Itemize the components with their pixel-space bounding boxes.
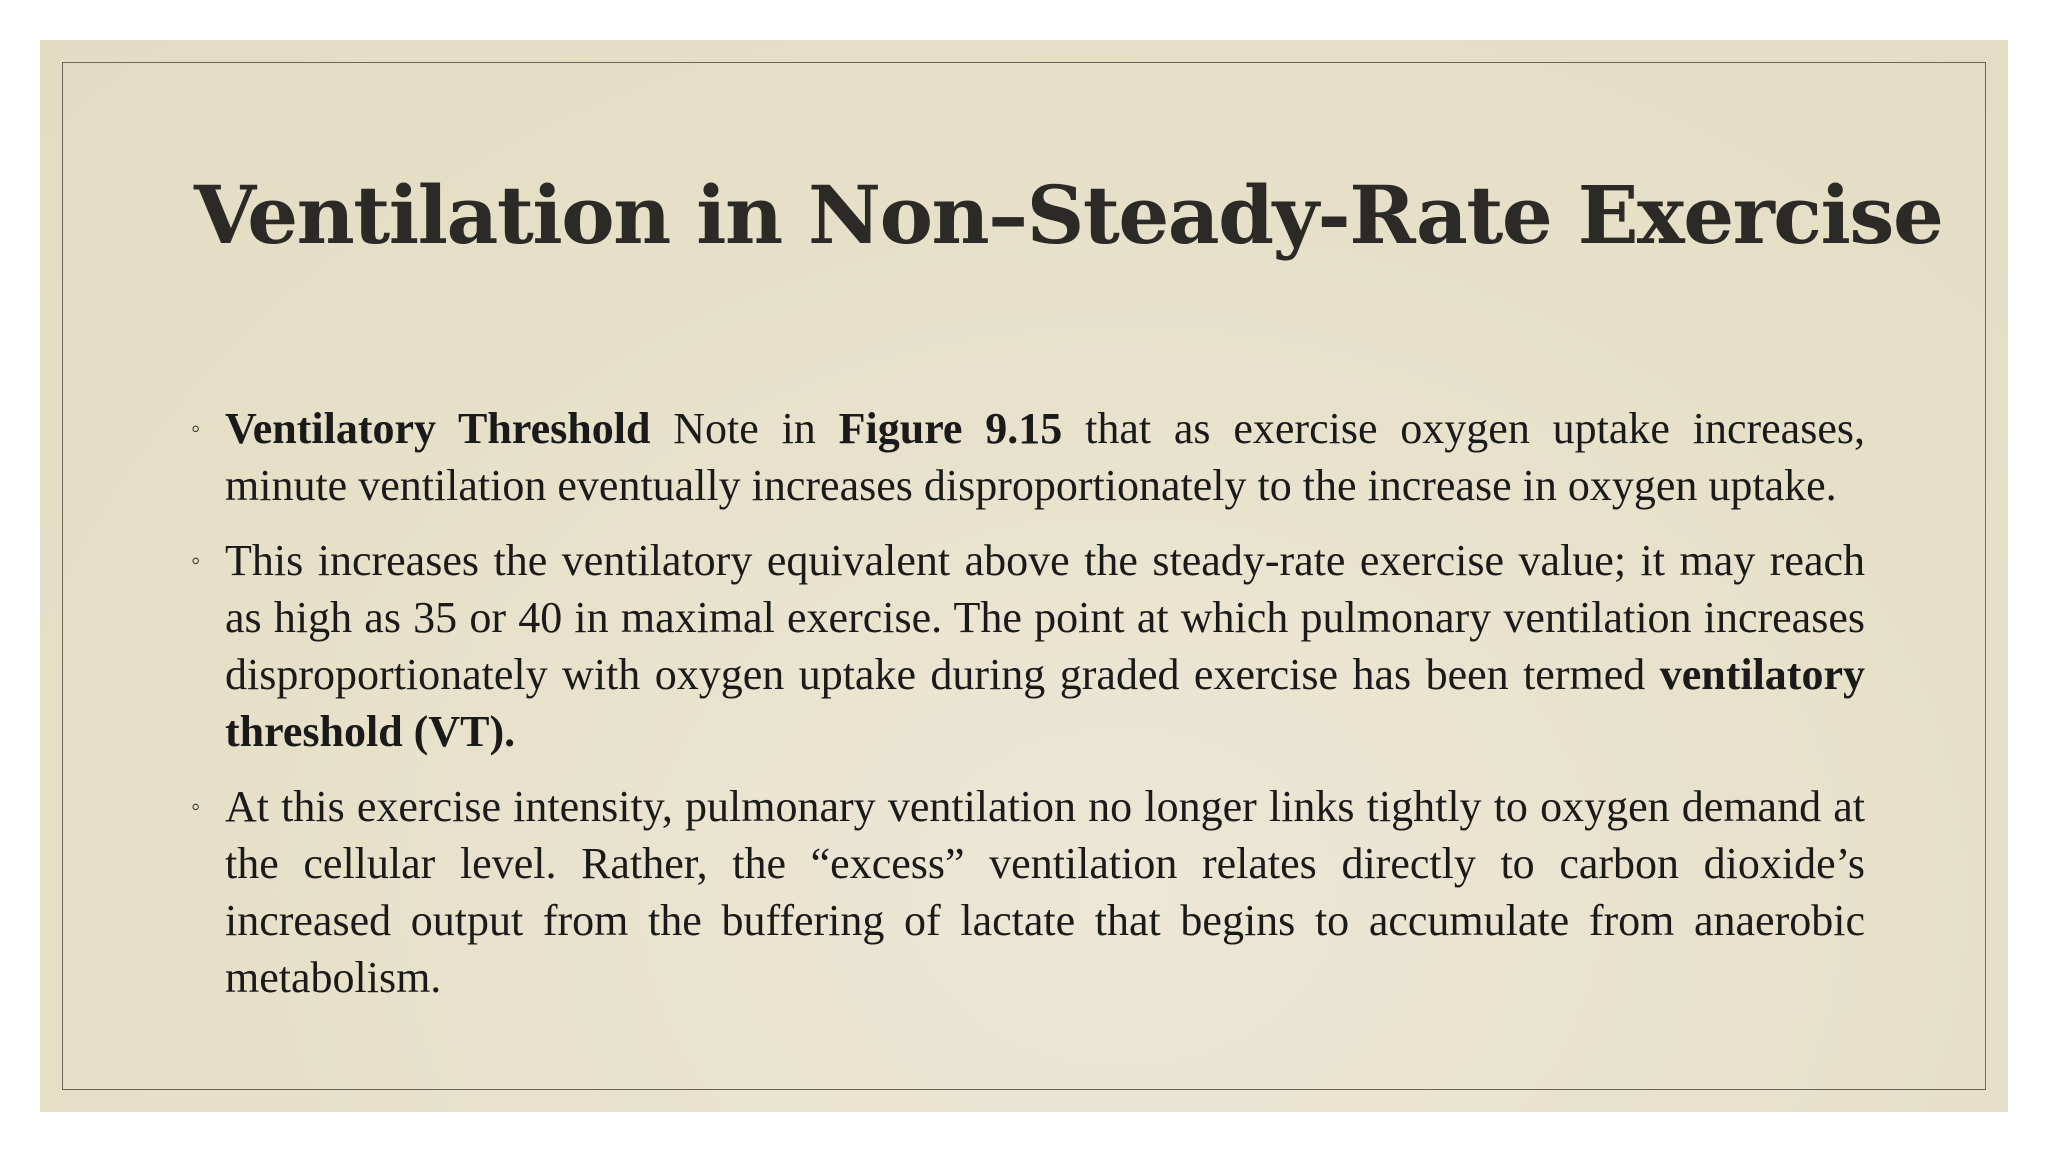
bullet-list bbox=[191, 400, 1865, 1024]
bullet-marker-icon: ◦ bbox=[191, 546, 201, 575]
slide bbox=[40, 40, 2008, 1112]
bullet-text: Note in bbox=[650, 404, 839, 453]
bullet-item-3 bbox=[191, 778, 1865, 1006]
bullet-marker-icon: ◦ bbox=[191, 414, 201, 443]
bullet-term: Ventilatory Threshold bbox=[225, 404, 651, 453]
bullet-text: At this exercise intensity, pulmonary ventilation no longer links tightly to oxygen demand at the cellular level. Rather, the “excess” ventilation relates directly to carbon dioxide’s increased output from the buffering of lactate that begins to accumulate from anaerobic metabolism. bbox=[225, 782, 1865, 1002]
bullet-text: that as exercise oxygen uptake increases, minute ventilation eventually increases disproportionately to the increase in oxygen uptake. bbox=[225, 404, 1865, 510]
bullet-item-2 bbox=[191, 532, 1865, 760]
bullet-item-1 bbox=[191, 400, 1865, 514]
slide-title: Ventilation in Non–Steady-Rate Exercise bbox=[194, 168, 1943, 262]
bullet-text: This increases the ventilatory equivalent above the steady-rate exercise value; it may reach as high as 35 or 40 in maximal exercise. The point at which pulmonary ventilation increases disproportionately with oxygen uptake during graded exercise has been termed bbox=[225, 536, 1865, 699]
bullet-marker-icon: ◦ bbox=[191, 792, 201, 821]
figure-reference: Figure 9.15 bbox=[838, 404, 1063, 453]
bullet-term: ventilatory threshold (VT). bbox=[225, 650, 1865, 756]
